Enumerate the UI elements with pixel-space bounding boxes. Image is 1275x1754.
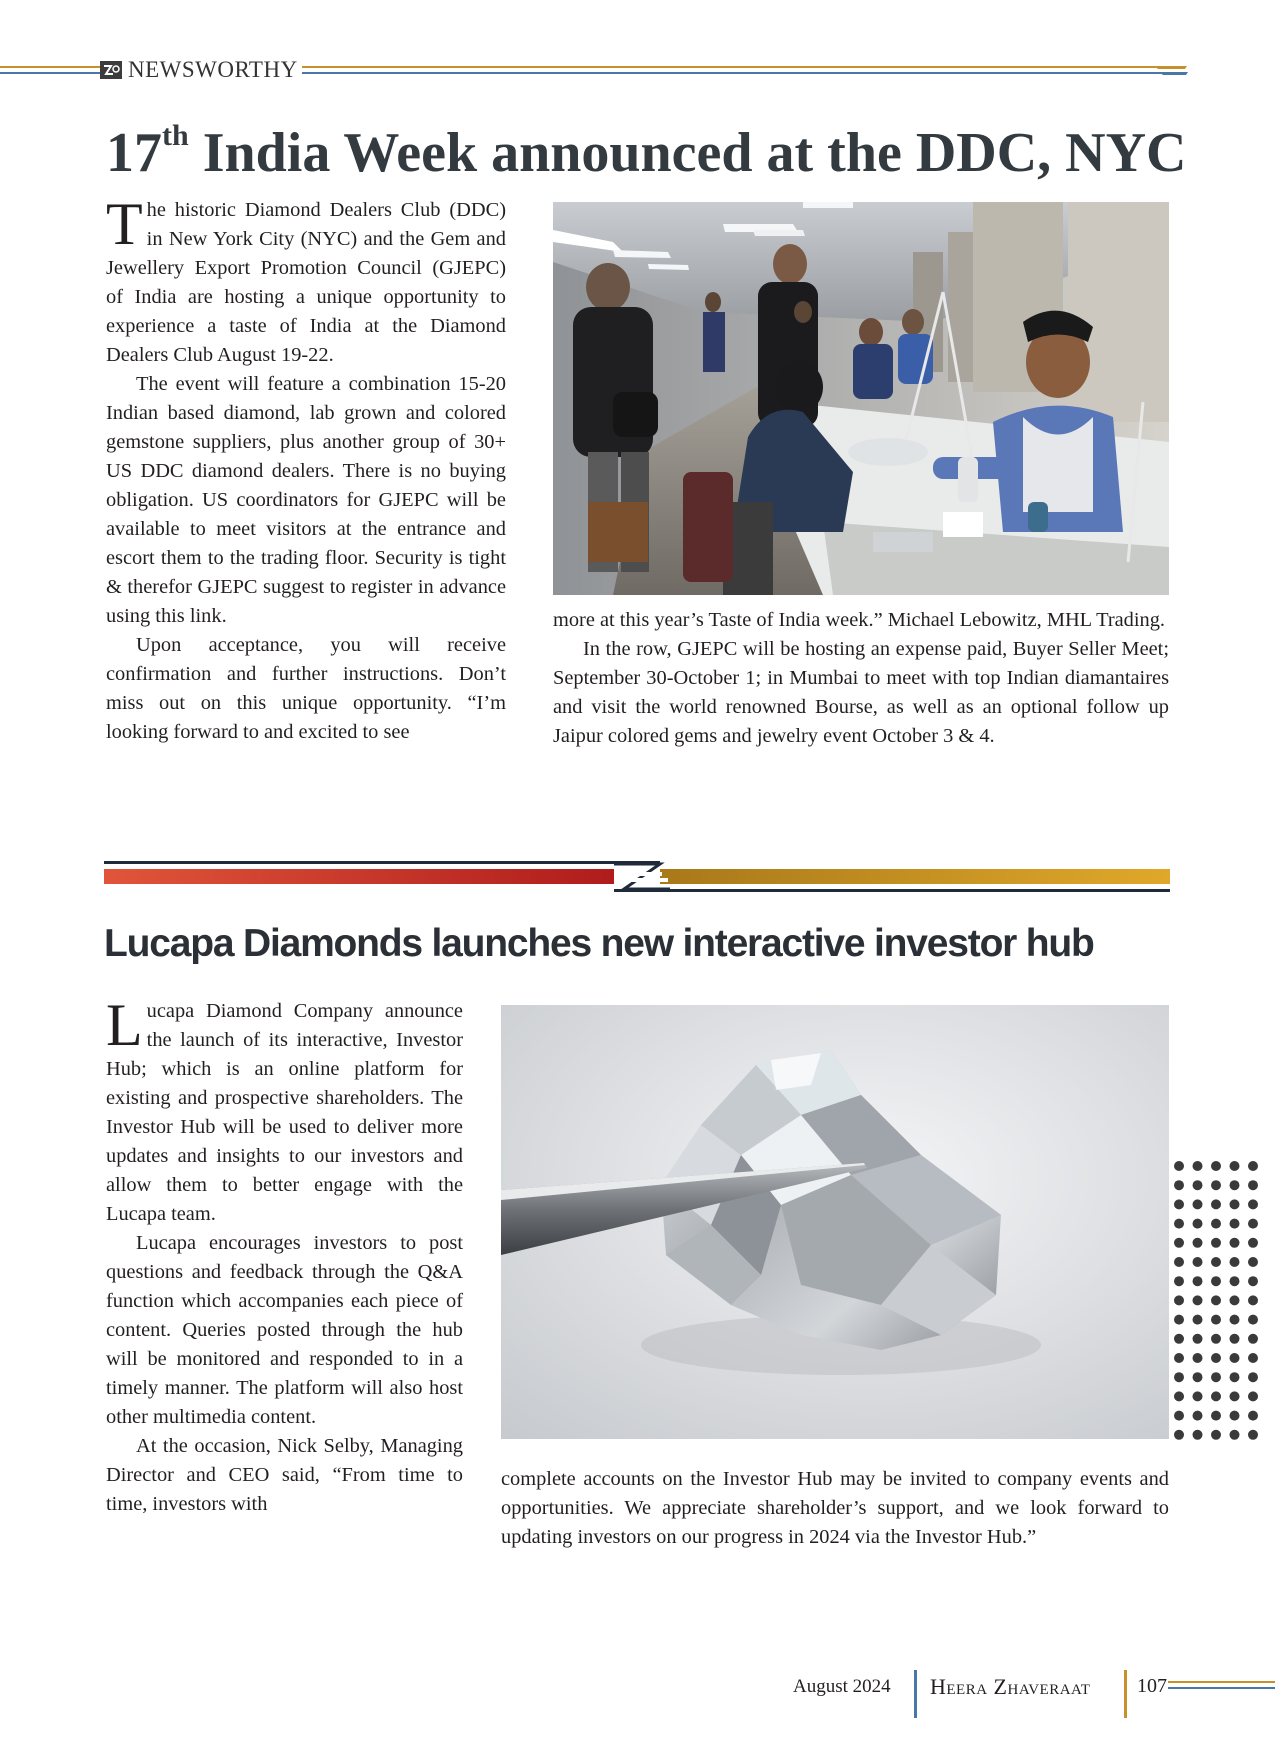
decorative-dot (1193, 1199, 1203, 1209)
decorative-dot (1211, 1411, 1221, 1421)
header-rule-end-gold (1157, 66, 1187, 69)
decorative-dot (1230, 1411, 1240, 1421)
decorative-dot (1174, 1161, 1184, 1171)
decorative-dot (1248, 1295, 1258, 1305)
decorative-dot (1211, 1353, 1221, 1363)
dropcap: L (106, 992, 143, 1058)
article1-right-column (553, 606, 1169, 751)
decorative-dot (1211, 1199, 1221, 1209)
decorative-dot (1174, 1295, 1184, 1305)
decorative-dot (1230, 1334, 1240, 1344)
decorative-dot (1211, 1180, 1221, 1190)
decorative-dot (1193, 1276, 1203, 1286)
decorative-dot (1230, 1353, 1240, 1363)
decorative-dot (1248, 1161, 1258, 1171)
decorative-dot (1248, 1257, 1258, 1267)
title-number: 17 (106, 122, 162, 184)
decorative-dot (1230, 1315, 1240, 1325)
decorative-dot (1174, 1334, 1184, 1344)
decorative-dot (1174, 1372, 1184, 1382)
article1-paragraph: more at this year’s Taste of India week.” Michael Lebowitz, MHL Trading. (553, 609, 1166, 631)
decorative-dot (1230, 1372, 1240, 1382)
footer-separator (914, 1670, 917, 1718)
article1-paragraph: The event will feature a combination 15-20 Indian based diamond, lab grown and colored gemstone suppliers, plus another group of 30+ US DDC diamond dealers. There is no buying obligation. US coordinators for GJEPC will be available to meet visitors at the entrance and escort them to the trading floor. Security is tight & therefor GJEPC suggest to register in advance using this link. (106, 373, 506, 627)
decorative-dot (1230, 1391, 1240, 1401)
footer-separator-gold (1124, 1670, 1127, 1718)
decorative-dot (1174, 1391, 1184, 1401)
decorative-dot (1248, 1180, 1258, 1190)
decorative-dot (1174, 1411, 1184, 1421)
page-number: 107 (1137, 1675, 1167, 1697)
decorative-dot (1174, 1353, 1184, 1363)
section-divider (104, 858, 1170, 894)
article1-text: he historic Diamond Dealers Club (DDC) in New York City (NYC) and the Gem and Jewellery Export Promotion Council (GJEPC) of India are hosting a unique opportunity to experience a taste of India at the Diamond Dealers Club August 19-22. (106, 199, 506, 366)
footer-rule-gold (1168, 1681, 1275, 1683)
article2-paragraph: At the occasion, Nick Selby, Managing Director and CEO said, “From time to time, investors with (106, 1435, 463, 1515)
article2-paragraph: Lucapa encourages investors to post questions and feedback through the Q&A function which accompanies each piece of content. Queries posted through the hub will be monitored and responded to in a timely manner. The platform will also host other multimedia content. (106, 1232, 463, 1428)
decorative-dot (1193, 1372, 1203, 1382)
article2-paragraph: complete accounts on the Investor Hub may be invited to company events and opportunities. We appreciate shareholder’s support, and we look forward to updating investors on our progress in 2024 via the Investor Hub.” (501, 1468, 1169, 1548)
decorative-dot (1248, 1430, 1258, 1440)
dot-grid-decoration (1173, 1160, 1275, 1446)
decorative-dot (1193, 1238, 1203, 1248)
decorative-dot (1211, 1161, 1221, 1171)
decorative-dot (1248, 1411, 1258, 1421)
decorative-dot (1211, 1334, 1221, 1344)
rough-diamond-photo (501, 1005, 1169, 1439)
article1-paragraph: In the row, GJEPC will be hosting an expense paid, Buyer Seller Meet; September 30-October 1; in Mumbai to meet with top Indian diamantaires and visit the world renowned Bourse, as well as an optional follow up Jaipur colored gems and jewelry event October 3 & 4. (553, 638, 1169, 747)
article1-left-column (106, 191, 506, 747)
article1-title (106, 118, 1186, 188)
decorative-dot (1211, 1238, 1221, 1248)
decorative-dot (1174, 1238, 1184, 1248)
decorative-dot (1248, 1199, 1258, 1209)
decorative-dot (1174, 1257, 1184, 1267)
decorative-dot (1211, 1219, 1221, 1229)
decorative-dot (1248, 1219, 1258, 1229)
decorative-dot (1230, 1219, 1240, 1229)
decorative-dot (1230, 1180, 1240, 1190)
decorative-dot (1230, 1276, 1240, 1286)
decorative-dot (1248, 1276, 1258, 1286)
decorative-dot (1193, 1315, 1203, 1325)
decorative-dot (1174, 1199, 1184, 1209)
decorative-dot (1211, 1372, 1221, 1382)
decorative-dot (1174, 1219, 1184, 1229)
decorative-dot (1248, 1353, 1258, 1363)
decorative-dot (1174, 1276, 1184, 1286)
decorative-dot (1211, 1295, 1221, 1305)
decorative-dot (1211, 1391, 1221, 1401)
decorative-dot (1211, 1276, 1221, 1286)
section-label: NEWSWORTHY (128, 57, 298, 82)
footer-rule-blue (1168, 1687, 1275, 1689)
decorative-dot (1193, 1161, 1203, 1171)
decorative-dot (1193, 1391, 1203, 1401)
footer-publication: Heera Zhaveraat (930, 1674, 1091, 1699)
decorative-dot (1248, 1334, 1258, 1344)
decorative-dot (1230, 1257, 1240, 1267)
decorative-dot (1230, 1430, 1240, 1440)
header-rule-end-blue (1162, 72, 1188, 75)
decorative-dot (1211, 1430, 1221, 1440)
decorative-dot (1248, 1315, 1258, 1325)
decorative-dot (1193, 1257, 1203, 1267)
hz-monogram-icon (100, 61, 122, 79)
dropcap: T (106, 191, 143, 257)
decorative-dot (1193, 1219, 1203, 1229)
decorative-dot (1193, 1180, 1203, 1190)
decorative-dot (1230, 1199, 1240, 1209)
article2-paragraph (106, 992, 463, 1229)
decorative-dot (1193, 1353, 1203, 1363)
article1-paragraph: Upon acceptance, you will receive confirmation and further instructions. Don’t miss out on this unique opportunity. “I’m looking forward to and excited to see (106, 634, 506, 743)
trading-floor-photo (553, 202, 1169, 595)
decorative-dot (1230, 1238, 1240, 1248)
article2-right-column (501, 1465, 1169, 1552)
decorative-dot (1211, 1257, 1221, 1267)
decorative-dot (1193, 1430, 1203, 1440)
decorative-dot (1248, 1372, 1258, 1382)
title-suffix: th (162, 119, 189, 152)
decorative-dot (1230, 1161, 1240, 1171)
article2-title: Lucapa Diamonds launches new interactive investor hub (104, 922, 1094, 965)
decorative-dot (1174, 1315, 1184, 1325)
decorative-dot (1248, 1238, 1258, 1248)
decorative-dot (1230, 1295, 1240, 1305)
decorative-dot (1248, 1391, 1258, 1401)
section-header (100, 57, 302, 83)
decorative-dot (1211, 1315, 1221, 1325)
trading-floor-illustration (553, 202, 1169, 595)
article2-text: ucapa Diamond Company announce the launch of its interactive, Investor Hub; which is an online platform for existing and prospective shareholders. The Investor Hub will be used to deliver more updates and insights to our investors and allow them to better engage with the Lucapa team. (106, 1000, 463, 1225)
decorative-dot (1193, 1411, 1203, 1421)
decorative-dot (1174, 1430, 1184, 1440)
article1-paragraph (106, 191, 506, 370)
rough-diamond-illustration (501, 1005, 1169, 1439)
title-rest: India Week announced at the DDC, NYC (188, 122, 1187, 184)
article2-left-column (106, 992, 463, 1519)
decorative-dot (1193, 1295, 1203, 1305)
decorative-dot (1193, 1334, 1203, 1344)
footer-date: August 2024 (793, 1676, 891, 1697)
decorative-dot (1174, 1180, 1184, 1190)
